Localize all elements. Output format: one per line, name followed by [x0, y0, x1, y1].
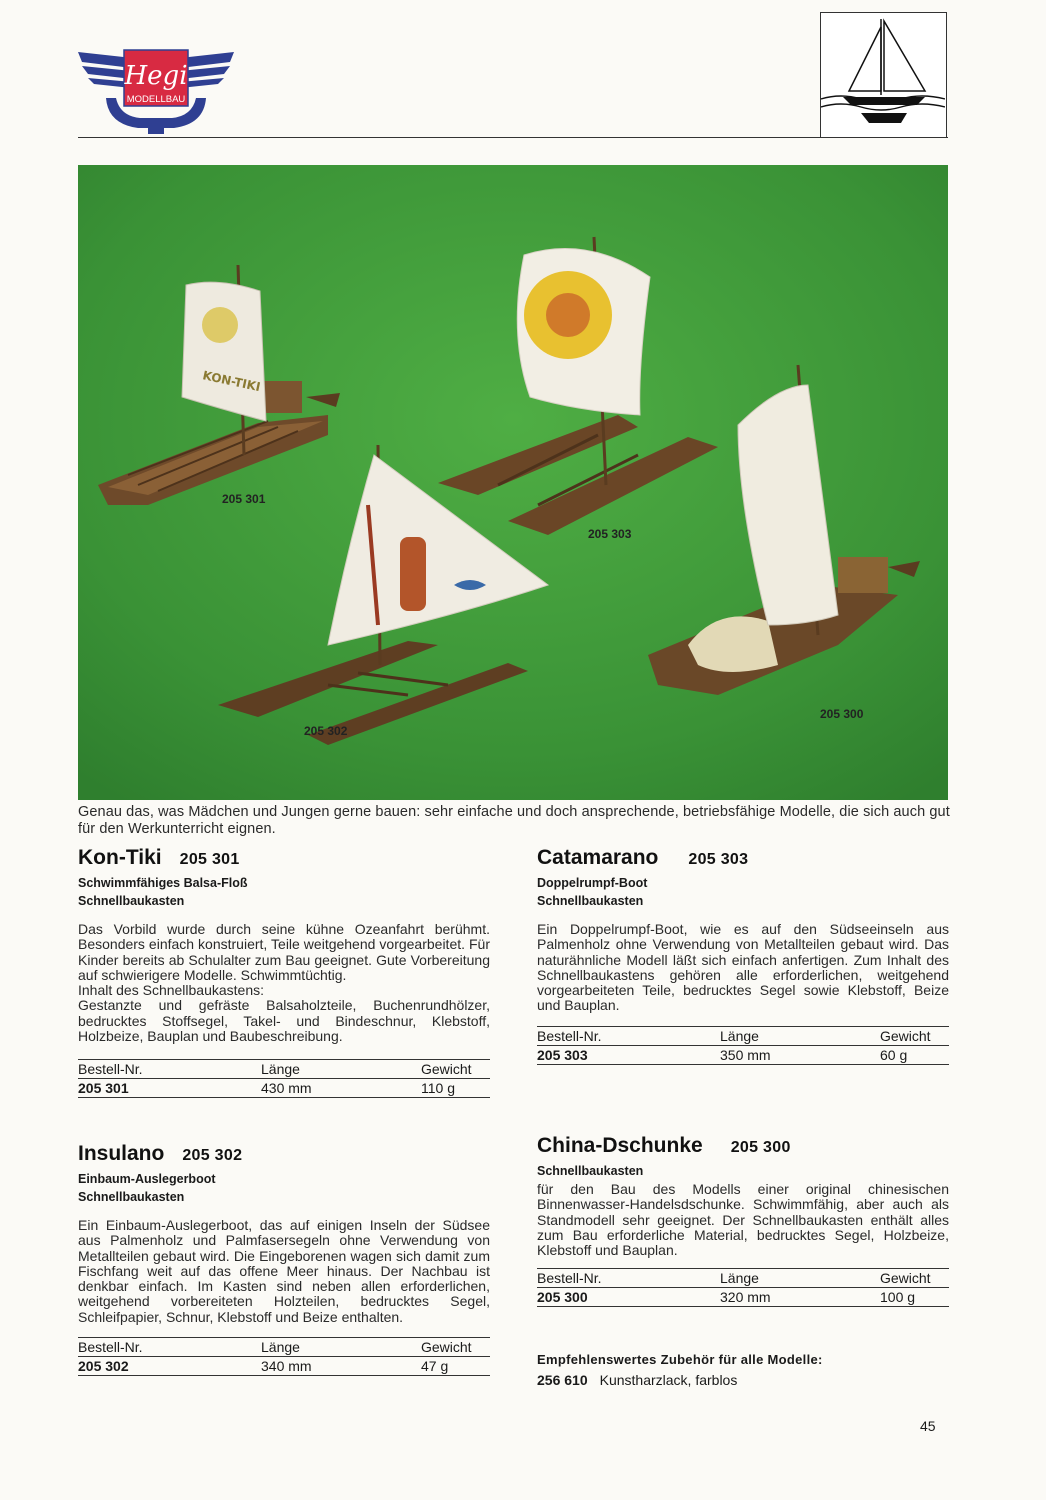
page-number: 45: [920, 1418, 936, 1434]
svg-text:MODELLBAU: MODELLBAU: [126, 94, 186, 105]
product-description: für den Bau des Modells einer original chinesischen Binnenwasser-Handelsdschunke. Schwimmfähig, aber auch als Standmodell sehr geeignet. Der Schnellbaukasten enthält alles zum Bau erforderliche Material, bedrucktes Segel, Holzbeize, Klebstoff und Bauplan.: [537, 1181, 949, 1259]
spec-table: Bestell-Nr. Länge Gewicht 205 301 430 mm 110 g: [78, 1059, 490, 1098]
product-subtitle: Schwimmfähiges Balsa-Floß: [78, 876, 248, 890]
svg-text:Hegi: Hegi: [124, 61, 188, 91]
accessory-title: Empfehlenswertes Zubehör für alle Modelle:: [537, 1352, 823, 1367]
accessory-number: 256 610: [537, 1372, 588, 1388]
header-divider: [78, 137, 948, 138]
photo-label-205301: 205 301: [222, 492, 266, 506]
product-subtitle: Doppelrumpf-Boot: [537, 876, 648, 890]
contents-list: Gestanzte und gefräste Balsaholzteile, Buchenrundhölzer, bedrucktes Stoffsegel, Takel- und Bindeschnur, Klebstoff, Holzbeize, Bauplan und Baubeschreibung.: [78, 997, 490, 1045]
product-kit-type: Schnellbaukasten: [537, 894, 644, 908]
product-title: Catamarano 205 303: [537, 846, 749, 869]
product-title: China-Dschunke 205 300: [537, 1134, 791, 1157]
product-photo: [78, 165, 948, 800]
photo-label-205302: 205 302: [304, 724, 348, 738]
spec-table: Bestell-Nr. Länge Gewicht 205 303 350 mm 60 g: [537, 1026, 949, 1065]
intro-text: Genau das, was Mädchen und Jungen gerne bauen: sehr einfache und doch ansprechende, betriebsfähige Modelle, die sich auch gut für den Werkunterricht eignen.: [78, 804, 950, 837]
contents-title: Inhalt des Schnellbaukastens:: [78, 982, 265, 999]
product-description: Ein Einbaum-Auslegerboot, das auf einigen Inseln der Südsee aus Palmenholz und Palmfasersegeln ohne Verwendung von Metallteilen gebaut wird. Die Eingeborenen wagen sich damit zum Fischfang weit auf das offene Meer hinaus. Der Nachbau ist denkbar einfach. Im Kasten sind neben allen erforderlichen, weitgehend vorbereiteten Holzteilen, bedrucktes Segel, Schleifpapier, Schnur, Klebstoff und Beize enthalten.: [78, 1217, 490, 1325]
model-boats-illustration: [78, 165, 948, 800]
sailboat-icon: [821, 13, 945, 136]
photo-label-205303: 205 303: [588, 527, 632, 541]
product-description: Das Vorbild wurde durch seine kühne Ozeanfahrt berühmt. Besonders einfach konstruiert, Teile weitgehend vorgearbeitet. Für Kinder bereits ab Schulalter zum Bau geeignet. Gute Vorbereitung auf schwierigere Modelle. Schwimmtüchtig.: [78, 921, 490, 983]
accessory-label: Kunstharzlack, farblos: [599, 1372, 738, 1388]
product-insulano: [78, 1142, 490, 1376]
accessory-item: [537, 1372, 949, 1388]
product-kontiki: [78, 846, 490, 1098]
svg-text:KON-TIKI: KON-TIKI: [201, 368, 262, 395]
product-catamarano: [537, 846, 949, 1065]
product-title: Kon-Tiki 205 301: [78, 846, 240, 869]
hegi-logo: [78, 46, 234, 136]
product-kit-type: Schnellbaukasten: [537, 1164, 644, 1178]
product-dschunke: [537, 1134, 949, 1307]
spec-table: Bestell-Nr. Länge Gewicht 205 302 340 mm 47 g: [78, 1337, 490, 1376]
sailboat-emblem: [820, 12, 947, 138]
photo-label-205300: 205 300: [820, 707, 864, 721]
product-subtitle: Einbaum-Auslegerboot: [78, 1172, 216, 1186]
accessory-section: [537, 1352, 949, 1388]
product-kit-type: Schnellbaukasten: [78, 1190, 185, 1204]
product-kit-type: Schnellbaukasten: [78, 894, 185, 908]
spec-table: Bestell-Nr. Länge Gewicht 205 300 320 mm 100 g: [537, 1268, 949, 1307]
product-title: Insulano 205 302: [78, 1142, 243, 1165]
product-description: Ein Doppelrumpf-Boot, wie es auf den Südseeinseln aus Palmenholz ohne Verwendung von Metallteilen gebaut wird. Das naturähnliche Modell läßt sich einfach anfertigen. Zum Inhalt des Schnellbaukastens gehören alle erforderlichen, weitgehend vorgearbeiteten Teile, bedrucktes Segel sowie Klebstoff, Beize und Bauplan.: [537, 921, 949, 1014]
